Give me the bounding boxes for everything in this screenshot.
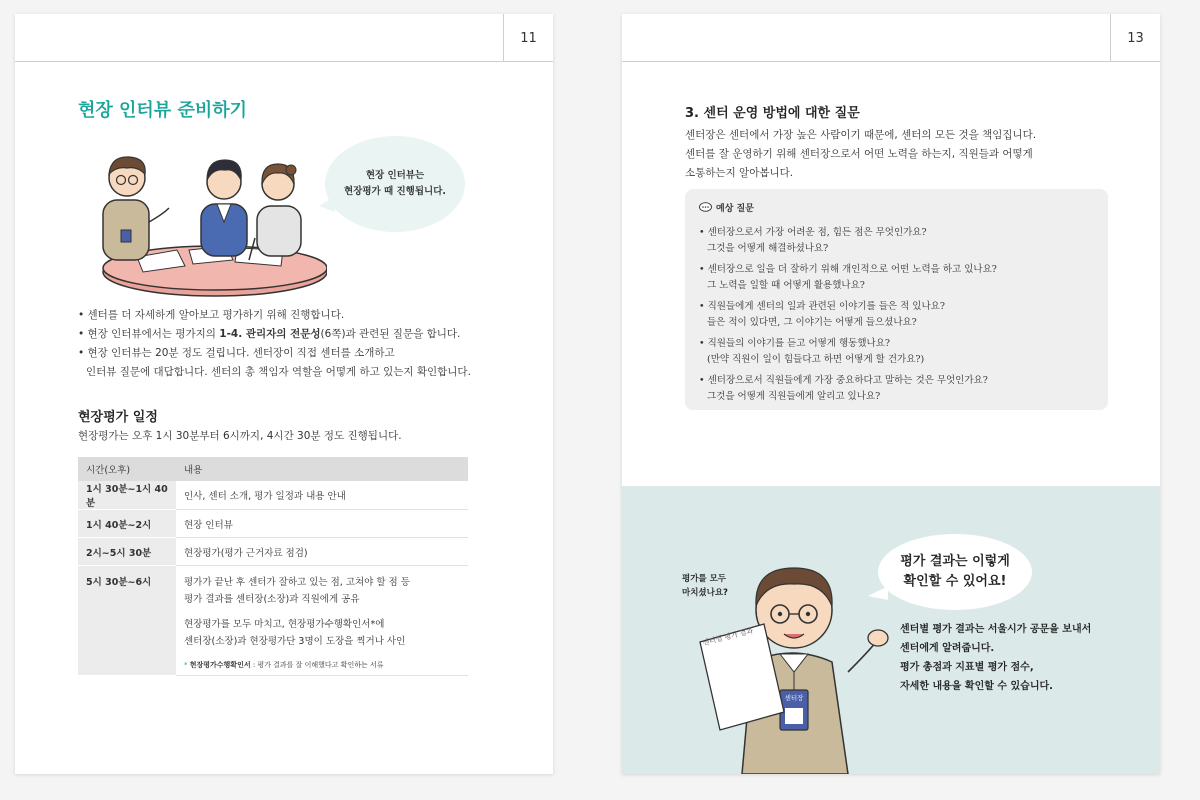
page-title: 현장 인터뷰 준비하기	[78, 100, 248, 121]
bullet-item: • 현장 인터뷰에서는 평가지의 1-4. 관리자의 전문성(6쪽)과 관련된 질문을 합니다.	[78, 328, 461, 340]
table-row	[78, 538, 468, 566]
list-item: • 직원들에게 센터의 일과 관련된 이야기를 들은 적 있나요? 들은 적이 있다면, 그 이야기는 어떻게 들으셨나요?	[699, 301, 945, 328]
header-content: 내용	[176, 457, 468, 481]
speech-line-1: 평가 결과는 이렇게	[900, 554, 1010, 569]
list-item: • 센터장으로서 가장 어려운 점, 힘든 점은 무엇인가요? 그것을 어떻게 해결하셨나요?	[699, 227, 927, 254]
list-item: • 센터장으로서 직원들에게 가장 중요하다고 말하는 것은 무엇인가요? 그것을 어떻게 직원들에게 알리고 있나요?	[699, 375, 988, 402]
bold-reference: 1-4. 관리자의 전문성	[219, 328, 321, 340]
bullet-item: • 현장 인터뷰는 20분 정도 걸립니다. 센터장이 직접 센터를 소개하고	[78, 347, 395, 359]
table-row	[78, 481, 468, 510]
speech-bubble	[878, 534, 1032, 610]
speech-line-1: 현장 인터뷰는	[365, 170, 425, 181]
table-row	[78, 510, 468, 538]
result-description: 센터별 평가 결과는 서울시가 공문을 보내서 센터에게 알려줍니다. 평가 총점과 지표별 평가 점수, 자세한 내용을 확인할 수 있습니다.	[900, 624, 1092, 692]
content-cell: 현장평가(평가 근거자료 점검)	[176, 538, 468, 566]
time-cell: 5시 30분~6시	[78, 566, 176, 676]
questions-label: 예상 질문	[716, 204, 754, 214]
schedule-description: 현장평가는 오후 1시 30분부터 6시까지, 4시간 30분 정도 진행됩니다.	[78, 430, 402, 442]
speech-line-2: 확인할 수 있어요!	[903, 574, 1007, 589]
list-item: • 직원들의 이야기를 듣고 어떻게 행동했나요? (만약 직원이 일이 힘들다고 하면 어떻게 할 건가요?)	[699, 338, 925, 365]
schedule-table	[78, 457, 468, 676]
time-cell: 1시 30분~1시 40분	[78, 481, 176, 510]
time-cell: 2시~5시 30분	[78, 538, 176, 566]
page-number: 11	[503, 14, 553, 62]
badge-label: 센터장	[784, 694, 804, 702]
done-question: 평가를 모두 마치셨나요?	[682, 574, 728, 598]
content-cell: 평가가 끝난 후 센터가 잘하고 있는 점, 고쳐야 할 점 등 평가 결과를 센터장(소장)과 직원에게 공유 현장평가를 모두 마치고, 현장평가수행확인서*에 센터장(소장)과 현장평가단 3명이 도장을 찍거나 사인 * 현장평가수행확인서 : 평가 결과를 잘 이해했다고 확인하는 서류	[176, 566, 468, 676]
speech-line-2: 현장평가 때 진행됩니다.	[344, 186, 446, 197]
content-cell: 인사, 센터 소개, 평가 일정과 내용 안내	[176, 481, 468, 510]
section-title: 3. 센터 운영 방법에 대한 질문	[685, 106, 860, 121]
page-right	[622, 14, 1160, 774]
table-row	[78, 566, 468, 676]
page-header	[622, 14, 1160, 62]
footnote: * 현장평가수행확인서 : 평가 결과를 잘 이해했다고 확인하는 서류	[184, 661, 384, 669]
header-time: 시간(오후)	[78, 457, 176, 481]
speech-bubble	[325, 136, 465, 232]
page-header	[15, 14, 553, 62]
chat-bubble-icon	[699, 202, 712, 213]
bullet-item: • 센터를 더 자세하게 알아보고 평가하기 위해 진행합니다.	[78, 309, 345, 321]
bullet-list	[78, 306, 478, 382]
section-description: 센터장은 센터에서 가장 높은 사람이기 때문에, 센터의 모든 것을 책임집니다. 센터를 잘 운영하기 위해 센터장으로서 어떤 노력을 하는지, 직원들과 어떻게 소통하는지 알아봅니다.	[685, 129, 1037, 179]
page-left	[15, 14, 553, 774]
content-cell: 현장 인터뷰	[176, 510, 468, 538]
table-header-row	[78, 457, 468, 481]
schedule-title: 현장평가 일정	[78, 410, 158, 425]
paper-label: 센터별 평가 결과	[701, 626, 754, 648]
questions-header	[699, 201, 754, 214]
center-director-illustration	[672, 532, 912, 774]
list-item: • 센터장으로 일을 더 잘하기 위해 개인적으로 어떤 노력을 하고 있나요? 그 노력을 일할 때 어떻게 활용했나요?	[699, 264, 997, 291]
bullet-continuation: 인터뷰 질문에 대답합니다. 센터의 총 책임자 역할을 어떻게 하고 있는지 확인합니다.	[86, 366, 471, 378]
expected-questions-box	[685, 189, 1108, 410]
question-list	[699, 225, 1099, 410]
interview-illustration	[77, 142, 327, 302]
page-number: 13	[1110, 14, 1160, 62]
time-cell: 1시 40분~2시	[78, 510, 176, 538]
